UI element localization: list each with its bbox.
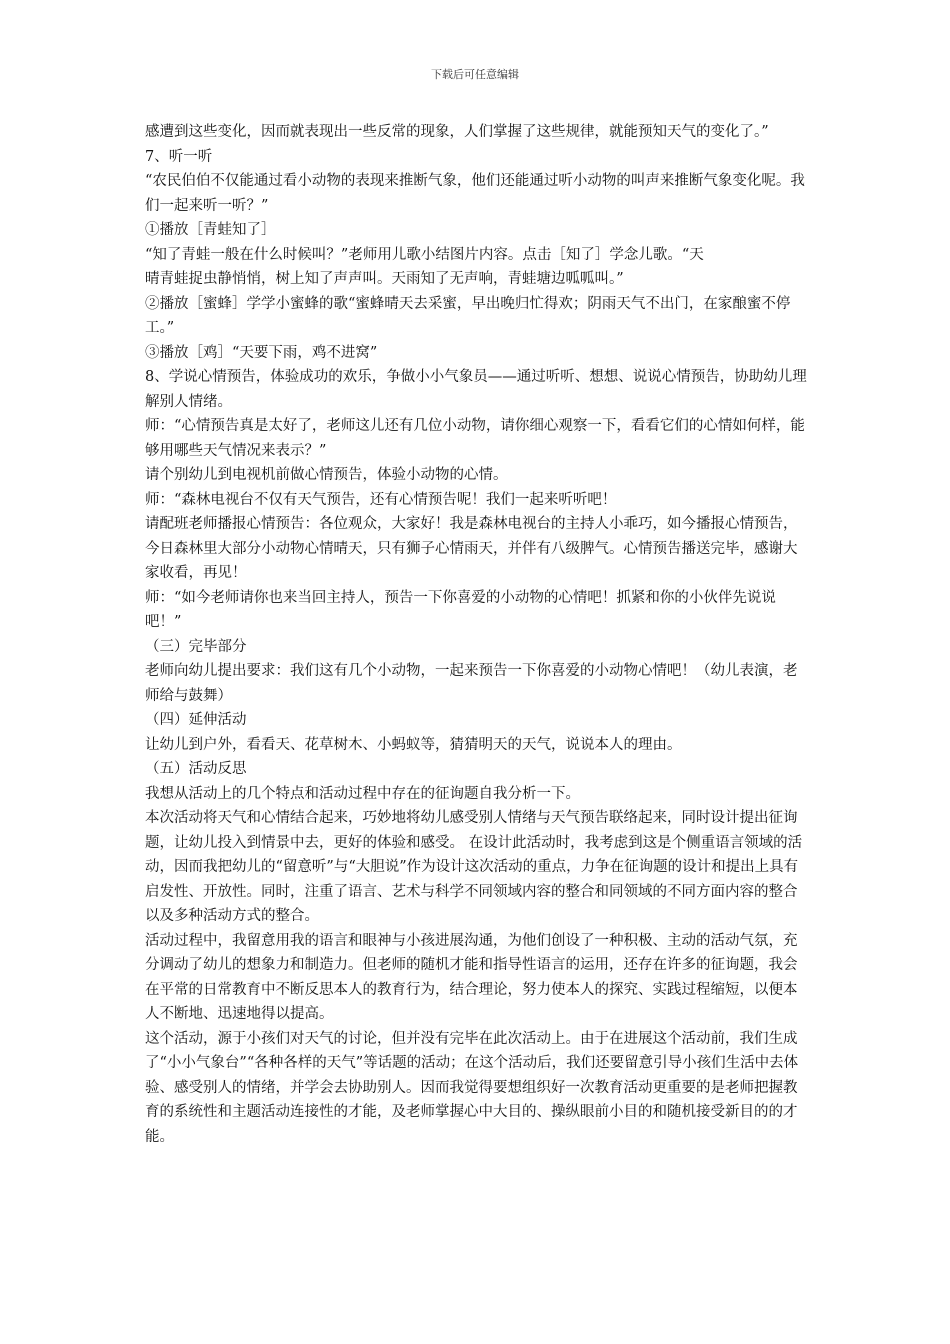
list-item: ③播放［鸡］“天要下雨，鸡不进窝”	[145, 344, 378, 361]
section-heading: 8、学说心情预告，体验成功的欢乐，争做小小气象员——通过听听、想想、说说心情预告，协助幼儿理解别人情绪。	[145, 369, 807, 410]
paragraph: 本次活动将天气和心情结合起来，巧妙地将幼儿感受别人情绪与天气预告联络起来，同时设计提出征询题，让幼儿投入到情景中去，更好的体验和感受。 在设计此活动时，我考虑到这是个侧重语言领域的活动，因而我把幼儿的“留意听”与“大胆说”作为设计这次活动的重点，力争在征询题的设计和提出上具有启发性、开放性。同时，注重了语言、艺术与科学不同领域内容的整合和同领域的不同方面内容的整合以及多种活动方式的整合。	[145, 810, 803, 924]
paragraph: 这个活动，源于小孩们对天气的讨论，但并没有完毕在此次活动上。由于在进展这个活动前，我们生成了“小小气象台”“各种各样的天气”等话题的活动；在这个活动后，我们还要留意引导小孩们生活中去体验、感受别人的情绪，并学会去协助别人。因而我觉得要想组织好一次教育活动更重要的是老师把握教育的系统性和主题活动连接性的才能，及老师掌握心中大目的、操纵眼前小目的和随机接受新目的的才能。	[145, 1030, 799, 1145]
paragraph: 活动过程中，我留意用我的语言和眼神与小孩进展沟通，为他们创设了一种积极、主动的活动气氛，充分调动了幼儿的想象力和制造力。但老师的随机才能和指导性语言的运用，还存在许多的征询题，我会在平常的日常教育中不断反思本人的教育行为，结合理论，努力使本人的探究、实践过程缩短，以便本人不断地、迅速地得以提高。	[145, 932, 798, 1022]
paragraph: 晴青蛙捉虫静悄悄，树上知了声声叫。天雨知了无声响，青蛙塘边呱呱叫。”	[145, 271, 624, 287]
paragraph: 我想从活动上的几个特点和活动过程中存在的征询题自我分析一下。	[145, 785, 580, 802]
list-item: ①播放［青蛙知了］	[145, 222, 276, 238]
paragraph: 师：“森林电视台不仅有天气预告，还有心情预告呢！我们一起来听听吧！	[145, 491, 617, 508]
section-heading: 7、听一听	[145, 148, 213, 165]
paragraph: 老师向幼儿提出要求：我们这有几个小动物，一起来预告一下你喜爱的小动物心情吧！（幼儿表演，老师给与鼓舞）	[145, 663, 798, 704]
page-header: 下载后可任意编辑	[431, 68, 519, 81]
document-body	[145, 120, 810, 1149]
section-heading: （五）活动反思	[145, 761, 247, 777]
section-heading: （四）延伸活动	[145, 712, 247, 728]
paragraph: 师：“心情预告真是太好了，老师这儿还有几位小动物，请你细心观察一下，看看它们的心情如何样，能够用哪些天气情况来表示？”	[145, 418, 805, 459]
section-heading: （三）完毕部分	[145, 638, 247, 655]
paragraph: 请个别幼儿到电视机前做心情预告，体验小动物的心情。	[145, 467, 508, 483]
list-item: ②播放［蜜蜂］学学小蜜蜂的歌“蜜蜂晴天去采蜜，早出晚归忙得欢；阴雨天气不出门，在家酿蜜不停工。”	[145, 295, 791, 336]
paragraph: 师：“如今老师请你也来当回主持人，预告一下你喜爱的小动物的心情吧！抓紧和你的小伙伴先说说吧！”	[145, 589, 776, 630]
paragraph: “农民伯伯不仅能通过看小动物的表现来推断气象，他们还能通过听小动物的叫声来推断气象变化呢。我们一起来听一听？”	[145, 173, 805, 214]
paragraph: 让幼儿到户外，看看天、花草树木、小蚂蚁等，猜猜明天的天气，说说本人的理由。	[145, 736, 682, 753]
paragraph: 感遭到这些变化，因而就表现出一些反常的现象，人们掌握了这些规律，就能预知天气的变化了。”	[145, 124, 769, 140]
paragraph: 请配班老师播报心情预告：各位观众，大家好！我是森林电视台的主持人小乖巧，如今播报心情预告，今日森林里大部分小动物心情晴天，只有狮子心情雨天，并伴有八级脾气。心情预告播送完毕，感谢大家收看，再见！	[145, 516, 798, 581]
paragraph: “知了青蛙一般在什么时候叫？”老师用儿歌小结图片内容。点击［知了］学念儿歌。“天	[145, 246, 704, 263]
